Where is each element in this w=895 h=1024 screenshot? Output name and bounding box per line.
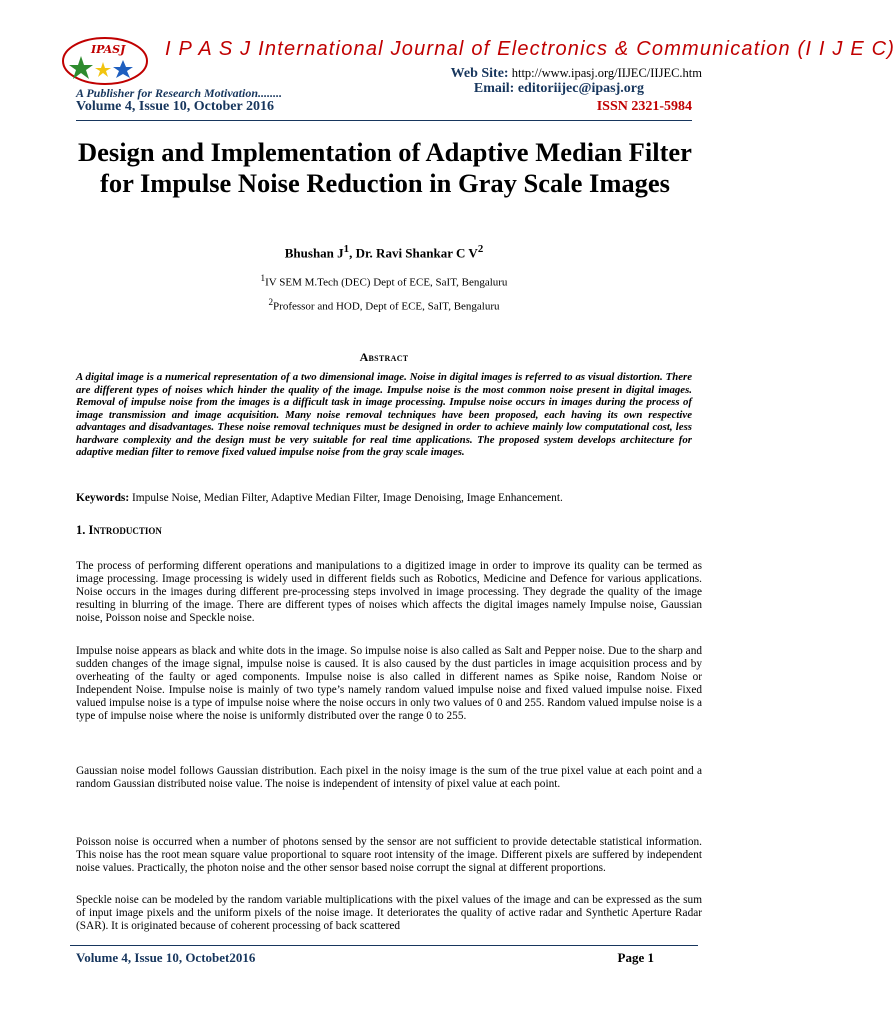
- body-paragraph: Poisson noise is occurred when a number of photons sensed by the sensor are not sufficient to provide detectable statistical information. This noise has the root mean square value proportional to square root intensity of the image. Different pixels are suffered by independent noise values. Practically, the photon noise and the other sensor based noise corrupt the signal at different proportions.: [76, 836, 702, 874]
- body-paragraph: Speckle noise can be modeled by the random variable multiplications with the pixel values of the image and can be expressed as the sum of input image pixels and the uniform pixels of the noise image. It deteriorates the quality of active radar and Synthetic Aperture Radar (SAR). It is originated because of coherent processing of back scattered: [76, 894, 702, 932]
- abstract-heading: Abstract: [359, 350, 409, 364]
- keywords-line: [76, 492, 692, 504]
- header-volume: Volume 4, Issue 10, October 2016: [76, 99, 274, 114]
- footer-divider: [70, 945, 698, 946]
- abstract-text: A digital image is a numerical representation of a two dimensional image. Noise in digital images is referred to as visual distortion. There are different types of noises which hinder the quality of the image. Impulse noise is the most common noise present in digital images. Removal of impulse noise from the images is a difficult task in image processing. Impulse noise occurs in images during the process of image transmission and image acquisition. Many noise removal techniques have been proposed, each having its own respective advantages and disadvantages. These noise removal techniques must be designed in order to achieve mainly low computational cost, less hardware complexity and the design must be very suitable for real time applications. The proposed system develops architecture for adaptive median filter to remove fixed valued impulse noise from the gray scale images.: [76, 371, 692, 458]
- email-label: Email:: [473, 81, 515, 96]
- email-line: [474, 81, 644, 97]
- affiliation-1-sup: 1: [260, 273, 266, 283]
- ipasj-logo-icon: [61, 36, 149, 86]
- page-number: Page 1: [617, 950, 654, 965]
- website-line: [451, 66, 702, 82]
- website-url[interactable]: http://www.ipasj.org/IIJEC/IIJEC.htm: [511, 66, 702, 80]
- body-paragraph: Impulse noise appears as black and white dots in the image. So impulse noise is also called as Salt and Pepper noise. Due to the sharp and sudden changes of the image signal, impulse noise is caused. It is also caused by the dust particles in image acquisition process and by overheating of the faulty or aged components. Impulse noise is also called in different names as Spike noise, Random Noise or Independent Noise. Impulse noise is mainly of two type’s namely random valued impulse noise and fixed valued impulse noise. Fixed valued impulse noise is a type of impulse noise where the noise occurs in only two values of 0 and 255. Random valued impulse noise is a type of impulse noise where the noise is uniformly distributed over the range 0 to 255.: [76, 645, 702, 722]
- journal-logo: [61, 36, 149, 86]
- introduction-heading: 1. Introduction: [76, 523, 162, 537]
- author-2-sup: 2: [477, 243, 484, 255]
- journal-title: I P A S J International Journal of Electronics & Communication (I I J E C): [165, 38, 895, 60]
- header-issn: ISSN 2321-5984: [596, 99, 692, 114]
- affiliation-1-text: IV SEM M.Tech (DEC) Dept of ECE, SaIT, Bengaluru: [265, 276, 508, 289]
- affiliation-2-text: Professor and HOD, Dept of ECE, SaIT, Bengaluru: [273, 300, 500, 313]
- paper-title: Design and Implementation of Adaptive Median Filter for Impulse Noise Reduction in Gray Scale Images: [78, 137, 692, 198]
- publisher-tagline: A Publisher for Research Motivation........: [76, 86, 283, 100]
- body-paragraph: Gaussian noise model follows Gaussian distribution. Each pixel in the noisy image is the sum of the true pixel value at each point and a random Gaussian distributed noise value. The noise is independent of intensity of pixel value at each point.: [76, 765, 702, 790]
- affiliation-1: [76, 273, 692, 289]
- website-label: Web Site:: [450, 66, 509, 81]
- email-address[interactable]: editoriijec@ipasj.org: [517, 81, 644, 96]
- author-list: [76, 243, 692, 261]
- author-1-sup: 1: [343, 243, 350, 255]
- header-divider: [76, 120, 692, 121]
- logo-lettering: IPASJ: [91, 43, 126, 56]
- keywords-text: Impulse Noise, Median Filter, Adaptive Median Filter, Image Denoising, Image Enhancement.: [129, 492, 563, 504]
- keywords-label: Keywords:: [76, 492, 130, 504]
- affiliation-2-sup: 2: [268, 297, 274, 307]
- author-1: Bhushan J: [284, 245, 344, 261]
- author-separator: ,: [349, 245, 356, 261]
- footer-volume: Volume 4, Issue 10, Octobet2016: [76, 950, 256, 965]
- affiliation-2: [76, 297, 692, 313]
- body-paragraph: The process of performing different operations and manipulations to a digitized image in order to improve its quality can be termed as image processing. Image processing is widely used in different fields such as Robotics, Medicine and Defence for various applications. Noise occurs in the images during different pre-processing steps involved in image processing. They degrade the quality of the image resulting in blurring of the image. There are different types of noises which affects the digital images namely Impulse noise, Gaussian noise, Poisson noise and Speckle noise.: [76, 560, 702, 624]
- author-2: Dr. Ravi Shankar C V: [355, 245, 478, 261]
